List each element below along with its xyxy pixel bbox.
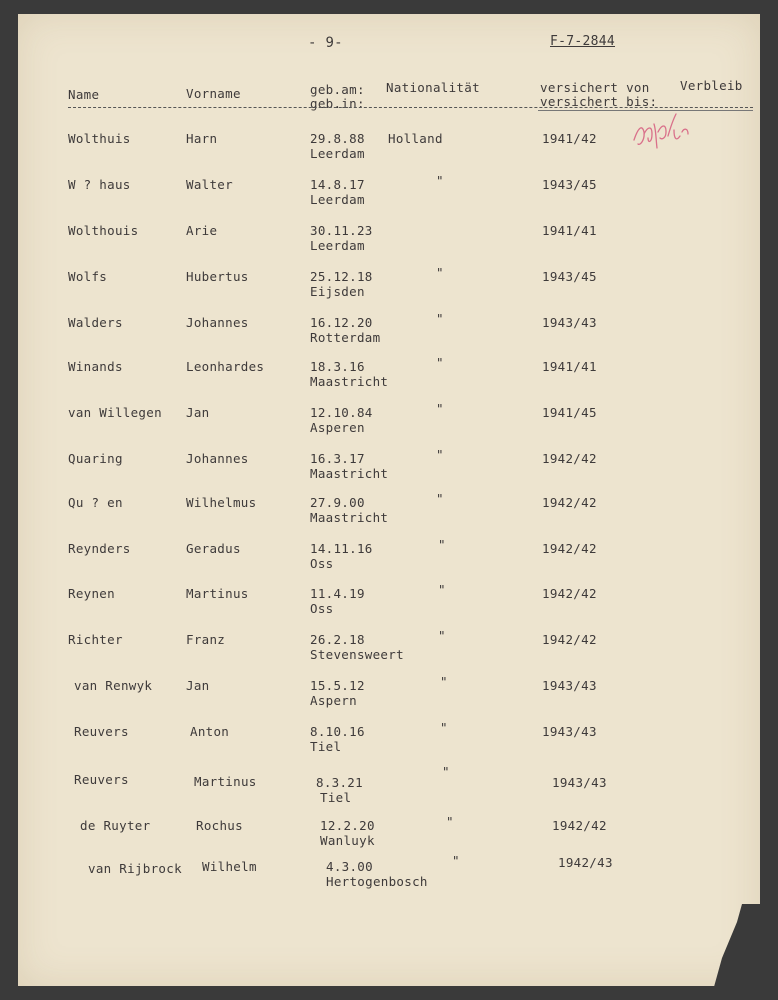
cell-vorname: Johannes	[186, 451, 249, 466]
cell-geb-in: Rotterdam	[310, 330, 381, 345]
cell-name: W ? haus	[68, 177, 131, 192]
cell-vorname: Wilhelm	[202, 859, 257, 874]
cell-geb-am: 25.12.18	[310, 269, 373, 284]
cell-name: Quaring	[68, 451, 123, 466]
cell-versichert: 1943/45	[542, 269, 597, 284]
cell-geb-in: Tiel	[310, 739, 342, 754]
table-row	[18, 853, 760, 901]
cell-geb-in: Maastricht	[310, 510, 389, 525]
table-row	[18, 674, 760, 720]
cell-name: Richter	[68, 632, 123, 647]
cell-nationalitaet: "	[438, 537, 446, 552]
cell-nationalitaet: "	[440, 674, 448, 689]
cell-geb-am: 11.4.19	[310, 586, 365, 601]
cell-nationalitaet: "	[436, 173, 444, 188]
table-row	[18, 764, 760, 812]
cell-geb-am: 16.3.17	[310, 451, 365, 466]
header-divider	[68, 107, 753, 108]
cell-nationalitaet: "	[436, 401, 444, 416]
cell-geb-in: Asperen	[310, 420, 365, 435]
table-row	[18, 355, 760, 401]
table-row	[18, 401, 760, 447]
cell-name: Reuvers	[74, 772, 129, 787]
table-row	[18, 814, 760, 860]
cell-geb-in: Leerdam	[310, 238, 365, 253]
cell-geb-am: 29.8.88	[310, 131, 365, 146]
cell-name: van Rijbrock	[88, 861, 182, 876]
cell-geb-in: Oss	[310, 601, 334, 616]
cell-geb-am: 14.11.16	[310, 541, 373, 556]
cell-versichert: 1943/43	[542, 315, 597, 330]
cell-geb-am: 4.3.00	[326, 859, 373, 874]
cell-geb-in: Aspern	[310, 693, 357, 708]
cell-vorname: Martinus	[186, 586, 249, 601]
torn-corner	[712, 904, 762, 994]
cell-nationalitaet: "	[452, 853, 460, 868]
cell-vorname: Wilhelmus	[186, 495, 257, 510]
cell-versichert: 1943/45	[542, 177, 597, 192]
cell-name: Wolthouis	[68, 223, 139, 238]
header-name: Name	[68, 87, 100, 102]
cell-name: de Ruyter	[80, 818, 151, 833]
table-row	[18, 447, 760, 493]
cell-geb-am: 14.8.17	[310, 177, 365, 192]
table-row	[18, 223, 760, 265]
cell-vorname: Johannes	[186, 315, 249, 330]
cell-geb-am: 18.3.16	[310, 359, 365, 374]
cell-nationalitaet: "	[438, 582, 446, 597]
cell-name: Reynders	[68, 541, 131, 556]
cell-versichert: 1942/42	[542, 586, 597, 601]
cell-nationalitaet: "	[440, 720, 448, 735]
cell-versichert: 1942/42	[542, 451, 597, 466]
cell-versichert: 1942/43	[558, 855, 613, 870]
cell-nationalitaet: Holland	[388, 131, 443, 146]
header-versichert-bis: versichert bis:	[540, 94, 658, 109]
cell-vorname: Franz	[186, 632, 226, 647]
cell-vorname: Martinus	[194, 774, 257, 789]
cell-nationalitaet: "	[436, 355, 444, 370]
table-row	[18, 311, 760, 357]
cell-geb-in: Stevensweert	[310, 647, 404, 662]
cell-geb-am: 8.3.21	[316, 775, 363, 790]
cell-name: van Willegen	[68, 405, 162, 420]
cell-name: Winands	[68, 359, 123, 374]
cell-versichert: 1943/43	[542, 724, 597, 739]
cell-name: Qu ? en	[68, 495, 123, 510]
cell-vorname: Geradus	[186, 541, 241, 556]
cell-versichert: 1941/41	[542, 359, 597, 374]
table-row	[18, 582, 760, 628]
table-row	[18, 628, 760, 674]
table-row	[18, 173, 760, 219]
cell-versichert: 1942/42	[552, 818, 607, 833]
cell-geb-in: Maastricht	[310, 374, 389, 389]
cell-name: Reynen	[68, 586, 115, 601]
header-nationalitaet: Nationalität	[386, 80, 480, 95]
cell-geb-am: 30.11.23	[310, 223, 373, 238]
table-row	[18, 491, 760, 537]
cell-geb-in: Oss	[310, 556, 334, 571]
cell-geb-in: Leerdam	[310, 192, 365, 207]
cell-nationalitaet: "	[436, 265, 444, 280]
table-row	[18, 131, 760, 173]
cell-geb-am: 8.10.16	[310, 724, 365, 739]
cell-versichert: 1942/42	[542, 541, 597, 556]
cell-name: Wolthuis	[68, 131, 131, 146]
header-vorname: Vorname	[186, 86, 241, 101]
table-row	[18, 720, 760, 766]
header-versichert-von: versichert von	[540, 80, 650, 95]
header-verbleib: Verbleib	[680, 78, 743, 93]
cell-vorname: Harn	[186, 131, 218, 146]
cell-versichert: 1943/43	[542, 678, 597, 693]
cell-name: van Renwyk	[74, 678, 153, 693]
cell-geb-in: Hertogenbosch	[326, 874, 428, 889]
cell-nationalitaet: "	[438, 628, 446, 643]
cell-geb-am: 27.9.00	[310, 495, 365, 510]
page-number: - 9-	[308, 35, 343, 51]
cell-vorname: Jan	[186, 405, 210, 420]
cell-nationalitaet: "	[442, 764, 450, 779]
header-geb-am: geb.am:	[310, 82, 365, 97]
cell-vorname: Hubertus	[186, 269, 249, 284]
document-reference: F-7-2844	[550, 34, 616, 49]
cell-vorname: Anton	[190, 724, 230, 739]
table-row	[18, 537, 760, 583]
cell-geb-am: 12.2.20	[320, 818, 375, 833]
cell-versichert: 1941/41	[542, 223, 597, 238]
cell-nationalitaet: "	[436, 311, 444, 326]
cell-versichert: 1942/42	[542, 495, 597, 510]
cell-geb-in: Tiel	[320, 790, 352, 805]
cell-versichert: 1941/42	[542, 131, 597, 146]
cell-geb-in: Wanluyk	[320, 833, 375, 848]
cell-vorname: Arie	[186, 223, 218, 238]
table-row	[18, 265, 760, 311]
cell-name: Wolfs	[68, 269, 108, 284]
cell-nationalitaet: "	[436, 491, 444, 506]
cell-geb-in: Leerdam	[310, 146, 365, 161]
cell-vorname: Jan	[186, 678, 210, 693]
cell-name: Walders	[68, 315, 123, 330]
cell-geb-in: Eijsden	[310, 284, 365, 299]
cell-vorname: Walter	[186, 177, 233, 192]
cell-name: Reuvers	[74, 724, 129, 739]
cell-geb-in: Maastricht	[310, 466, 389, 481]
cell-geb-am: 26.2.18	[310, 632, 365, 647]
cell-versichert: 1941/45	[542, 405, 597, 420]
cell-vorname: Leonhardes	[186, 359, 265, 374]
cell-nationalitaet: "	[436, 447, 444, 462]
cell-geb-am: 12.10.84	[310, 405, 373, 420]
document-page	[18, 14, 760, 986]
cell-nationalitaet: "	[446, 814, 454, 829]
cell-versichert: 1943/43	[552, 775, 607, 790]
cell-versichert: 1942/42	[542, 632, 597, 647]
cell-geb-am: 15.5.12	[310, 678, 365, 693]
header-geb-in: geb.in:	[310, 96, 365, 111]
cell-vorname: Rochus	[196, 818, 243, 833]
cell-geb-am: 16.12.20	[310, 315, 373, 330]
